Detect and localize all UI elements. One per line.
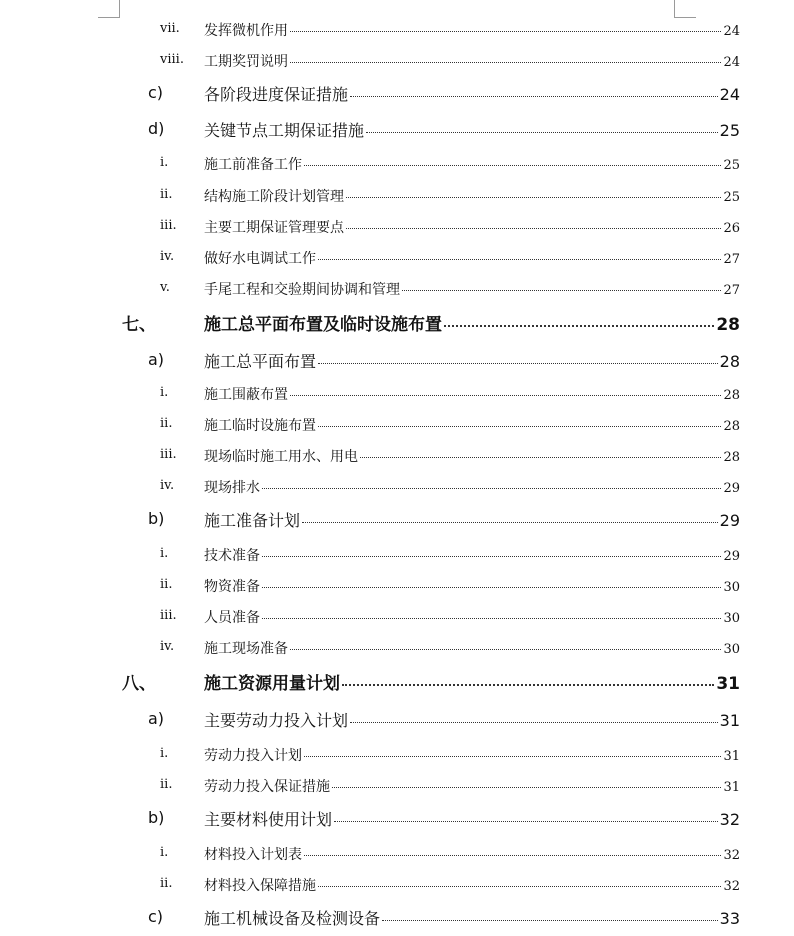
toc-entry-title: 手尾工程和交验期间协调和管理: [204, 282, 400, 298]
toc-entry-page-number: 26: [723, 221, 740, 236]
toc-entry-title: 施工现场准备: [204, 641, 288, 657]
toc-entry-page-number: 24: [723, 24, 740, 39]
toc-entry-number: a): [148, 350, 165, 369]
toc-entry-line: [204, 82, 740, 105]
toc-entry[interactable]: [0, 599, 794, 630]
toc-entry-line: [204, 310, 740, 335]
dot-leader: [318, 886, 721, 887]
toc-entry-title: 做好水电调试工作: [204, 251, 316, 267]
toc-entry-number: i.: [160, 546, 169, 561]
toc-entry-title: 现场临时施工用水、用电: [204, 449, 358, 465]
toc-entry-title: 施工机械设备及检测设备: [204, 909, 381, 928]
toc-entry-title: 各阶段进度保证措施: [204, 85, 349, 104]
dot-leader: [290, 649, 721, 650]
toc-entry-number: v.: [160, 280, 170, 295]
toc-entry-page-number: 25: [723, 158, 740, 173]
toc-entry-line: [204, 906, 740, 929]
dot-leader: [318, 426, 721, 427]
dot-leader: [402, 290, 721, 291]
dot-leader: [304, 756, 721, 757]
dot-leader: [332, 787, 721, 788]
toc-entry-page-number: 28: [723, 450, 740, 465]
toc-entry-line: [204, 875, 740, 895]
dot-leader: [304, 165, 721, 166]
toc-entry[interactable]: [0, 799, 794, 835]
toc-entry-number: i.: [160, 155, 169, 170]
toc-entry-page-number: 29: [719, 511, 740, 530]
toc-entry-number: iii.: [160, 218, 177, 233]
toc-entry-number: viii.: [160, 52, 184, 67]
toc-entry[interactable]: [0, 469, 794, 500]
toc-entry[interactable]: [0, 376, 794, 407]
toc-entry-title: 施工总平面布置及临时设施布置: [204, 315, 442, 335]
toc-entry-title: 施工临时设施布置: [204, 418, 316, 434]
dot-leader: [290, 395, 721, 396]
toc-entry-number: c): [148, 907, 164, 926]
toc-entry-title: 施工准备计划: [204, 511, 301, 530]
toc-entry-line: [204, 415, 740, 435]
dot-leader: [350, 722, 718, 723]
toc-entry-title: 结构施工阶段计划管理: [204, 189, 344, 205]
toc-entry-line: [204, 508, 740, 531]
toc-entry[interactable]: [0, 836, 794, 867]
toc-entry-line: [204, 118, 740, 141]
toc-entry-number: b): [148, 509, 165, 528]
toc-entry-number: a): [148, 709, 165, 728]
toc-entry-title: 施工围蔽布置: [204, 387, 288, 403]
dot-leader: [262, 587, 721, 588]
toc-entry[interactable]: [0, 12, 794, 43]
dot-leader: [350, 96, 718, 97]
toc-entry[interactable]: [0, 407, 794, 438]
toc-entry-number: iv.: [160, 249, 175, 264]
dot-leader: [290, 62, 721, 63]
toc-entry-number: ii.: [160, 416, 173, 431]
toc-entry-number: ii.: [160, 187, 173, 202]
dot-leader: [304, 855, 721, 856]
toc-entry-title: 物资准备: [204, 579, 260, 595]
toc-entry[interactable]: [0, 500, 794, 536]
dot-leader: [366, 132, 718, 133]
toc-entry-page-number: 33: [719, 909, 740, 928]
toc-entry[interactable]: [0, 341, 794, 377]
toc-entry-line: [204, 807, 740, 830]
dot-leader: [346, 228, 721, 229]
toc-entry-title: 材料投入计划表: [204, 847, 302, 863]
toc-entry-line: [204, 669, 740, 694]
toc-entry[interactable]: [0, 178, 794, 209]
toc-entry-title: 现场排水: [204, 480, 260, 496]
toc-entry-page-number: 31: [716, 674, 740, 694]
toc-entry-page-number: 28: [723, 419, 740, 434]
toc-entry-title: 施工前准备工作: [204, 157, 302, 173]
toc-entry-line: [204, 576, 740, 596]
dot-leader: [342, 684, 714, 686]
toc-entry-line: [204, 708, 740, 731]
dot-leader: [334, 821, 718, 822]
toc-entry-title: 人员准备: [204, 610, 260, 626]
toc-entry-title: 劳动力投入保证措施: [204, 779, 330, 795]
toc-entry-line: [204, 638, 740, 658]
toc-entry[interactable]: [0, 700, 794, 736]
toc-entry-number: ii.: [160, 577, 173, 592]
toc-entry-line: [204, 446, 740, 466]
toc-entry-number: i.: [160, 385, 169, 400]
toc-entry-line: [204, 745, 740, 765]
dot-leader: [318, 363, 718, 364]
toc-entry-number: ii.: [160, 777, 173, 792]
toc-entry[interactable]: [0, 302, 794, 338]
dot-leader: [302, 522, 718, 523]
dot-leader: [262, 556, 721, 557]
toc-entry-number: b): [148, 808, 165, 827]
toc-entry[interactable]: [0, 630, 794, 661]
toc-entry-page-number: 30: [723, 642, 740, 657]
dot-leader: [290, 31, 721, 32]
dot-leader: [262, 488, 721, 489]
toc-entry-number: vii.: [160, 21, 180, 36]
toc-entry-page-number: 28: [719, 352, 740, 371]
toc-entry[interactable]: [0, 537, 794, 568]
toc-entry-title: 施工总平面布置: [204, 352, 317, 371]
dot-leader: [318, 259, 721, 260]
toc-entry-line: [204, 186, 740, 206]
toc-entry-page-number: 31: [723, 780, 740, 795]
toc-entry[interactable]: [0, 737, 794, 768]
toc-entry-page-number: 24: [719, 85, 740, 104]
toc-entry-title: 劳动力投入计划: [204, 748, 302, 764]
toc-entry-number: 八、: [122, 674, 156, 694]
toc-entry[interactable]: [0, 867, 794, 898]
toc-entry-page-number: 30: [723, 611, 740, 626]
toc-entry-title: 工期奖罚说明: [204, 54, 288, 70]
toc-entry-page-number: 30: [723, 580, 740, 595]
toc-entry[interactable]: [0, 768, 794, 799]
toc-entry-line: [204, 51, 740, 71]
toc-entry-number: iii.: [160, 608, 177, 623]
toc-entry-page-number: 32: [723, 848, 740, 863]
toc-entry-line: [204, 349, 740, 372]
toc-entry[interactable]: [0, 74, 794, 110]
toc-entry-page-number: 28: [723, 388, 740, 403]
toc-entry-page-number: 27: [723, 252, 740, 267]
dot-leader: [360, 457, 721, 458]
toc-entry-title: 主要工期保证管理要点: [204, 220, 344, 236]
toc-entry-page-number: 24: [723, 55, 740, 70]
dot-leader: [382, 920, 718, 921]
toc-entry[interactable]: [0, 146, 794, 177]
toc-entry-line: [204, 279, 740, 299]
toc-entry-number: iii.: [160, 447, 177, 462]
toc-entry-number: d): [148, 119, 165, 138]
toc-entry-number: iv.: [160, 639, 175, 654]
toc-entry[interactable]: [0, 898, 794, 934]
toc-entry-title: 技术准备: [204, 548, 260, 564]
toc-entry[interactable]: [0, 110, 794, 146]
toc-entry-page-number: 25: [723, 190, 740, 205]
toc-entry[interactable]: [0, 661, 794, 697]
toc-entry-title: 施工资源用量计划: [204, 674, 340, 694]
toc-entry-title: 材料投入保障措施: [204, 878, 316, 894]
toc-entry-title: 发挥微机作用: [204, 23, 288, 39]
toc-entry[interactable]: [0, 438, 794, 469]
toc-entry-page-number: 32: [723, 879, 740, 894]
toc-entry-line: [204, 844, 740, 864]
toc-entry-line: [204, 607, 740, 627]
toc-entry[interactable]: [0, 271, 794, 302]
toc-entry-page-number: 27: [723, 283, 740, 298]
toc-entry-number: 七、: [122, 315, 156, 335]
toc-entry-page-number: 28: [716, 315, 740, 335]
toc-entry-line: [204, 217, 740, 237]
dot-leader: [346, 197, 721, 198]
toc-entry-number: i.: [160, 845, 169, 860]
toc-entry-line: [204, 545, 740, 565]
toc-entry-title: 主要劳动力投入计划: [204, 711, 349, 730]
toc-entry-page-number: 25: [719, 121, 740, 140]
toc-entry-title: 主要材料使用计划: [204, 810, 333, 829]
toc-entry-line: [204, 20, 740, 40]
toc-entry-page-number: 29: [723, 481, 740, 496]
toc-entry-number: ii.: [160, 876, 173, 891]
toc-entry-page-number: 31: [719, 711, 740, 730]
toc-entry-line: [204, 154, 740, 174]
toc-entry[interactable]: [0, 240, 794, 271]
toc-entry-page-number: 29: [723, 549, 740, 564]
toc-entry-page-number: 32: [719, 810, 740, 829]
toc-entry-title: 关键节点工期保证措施: [204, 121, 365, 140]
toc-entry[interactable]: [0, 43, 794, 74]
toc-entry-page-number: 31: [723, 749, 740, 764]
toc-entry-line: [204, 248, 740, 268]
dot-leader: [444, 325, 714, 327]
toc-entry-number: c): [148, 83, 164, 102]
toc-entry-number: iv.: [160, 478, 175, 493]
dot-leader: [262, 618, 721, 619]
toc-entry[interactable]: [0, 568, 794, 599]
toc-entry-line: [204, 776, 740, 796]
toc-entry-line: [204, 477, 740, 497]
toc-entry-number: i.: [160, 746, 169, 761]
toc-entry[interactable]: [0, 209, 794, 240]
toc-entry-line: [204, 384, 740, 404]
